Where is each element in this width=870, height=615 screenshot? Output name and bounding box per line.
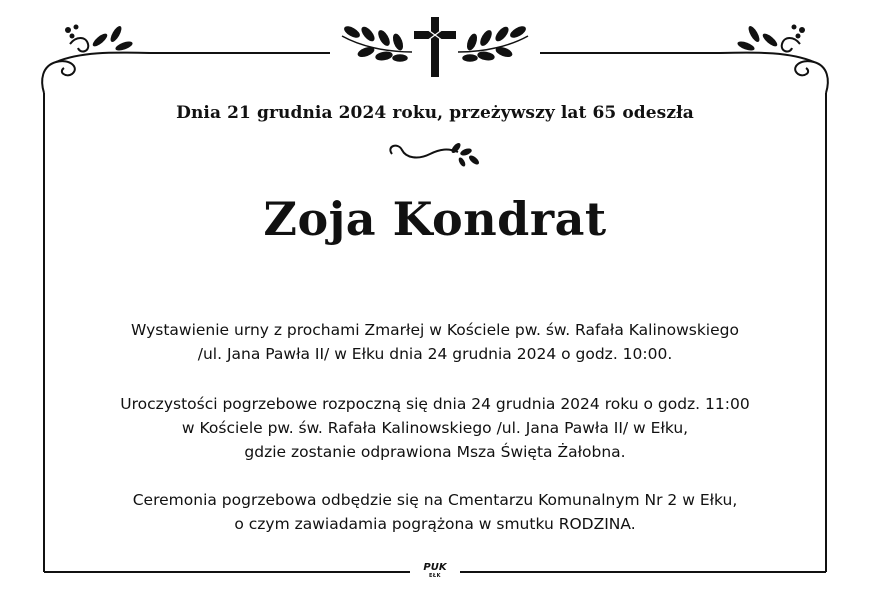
- paragraph-line: Wystawienie urny z prochami Zmarłej w Kościele pw. św. Rafała Kalinowskiego: [131, 321, 739, 339]
- divider-ornament-icon: [390, 146, 458, 158]
- flourish-right-icon: [720, 38, 828, 93]
- paragraph-line: Ceremonia pogrzebowa odbędzie się na Cmentarzu Komunalnym Nr 2 w Ełku,: [132, 491, 738, 509]
- flourish-left-icon: [42, 38, 150, 93]
- logo-sub-text: EŁK: [428, 573, 441, 579]
- logo-main-text: PUK: [423, 562, 447, 573]
- paragraph-line: o czym zawiadamia pogrążona w smutku RODZINA.: [234, 515, 636, 533]
- paragraph-burial: [44, 488, 826, 536]
- laurel-left-icon: [342, 25, 412, 61]
- paragraph-line: Uroczystości pogrzebowe rozpoczną się dnia 24 grudnia 2024 roku o godz. 11:00: [120, 395, 750, 413]
- paragraph-line: gdzie zostanie odprawiona Msza Święta Żałobna.: [244, 443, 626, 461]
- paragraph-line: /ul. Jana Pawła II/ w Ełku dnia 24 grudnia 2024 o godz. 10:00.: [197, 345, 673, 363]
- paragraph-urn-display: [44, 318, 826, 366]
- divider-leaves-icon: [450, 141, 481, 167]
- paragraph-funeral-ceremony: [44, 392, 826, 464]
- paragraph-line: w Kościele pw. św. Rafała Kalinowskiego /ul. Jana Pawła II/ w Ełku,: [181, 419, 689, 437]
- deceased-name: Zoja Kondrat: [263, 192, 607, 246]
- puk-logo: [415, 562, 455, 584]
- intro-text: Dnia 21 grudnia 2024 roku, przeżywszy lat 65 odeszła: [176, 103, 694, 123]
- laurel-right-icon: [458, 25, 528, 61]
- cross-icon: [414, 17, 456, 77]
